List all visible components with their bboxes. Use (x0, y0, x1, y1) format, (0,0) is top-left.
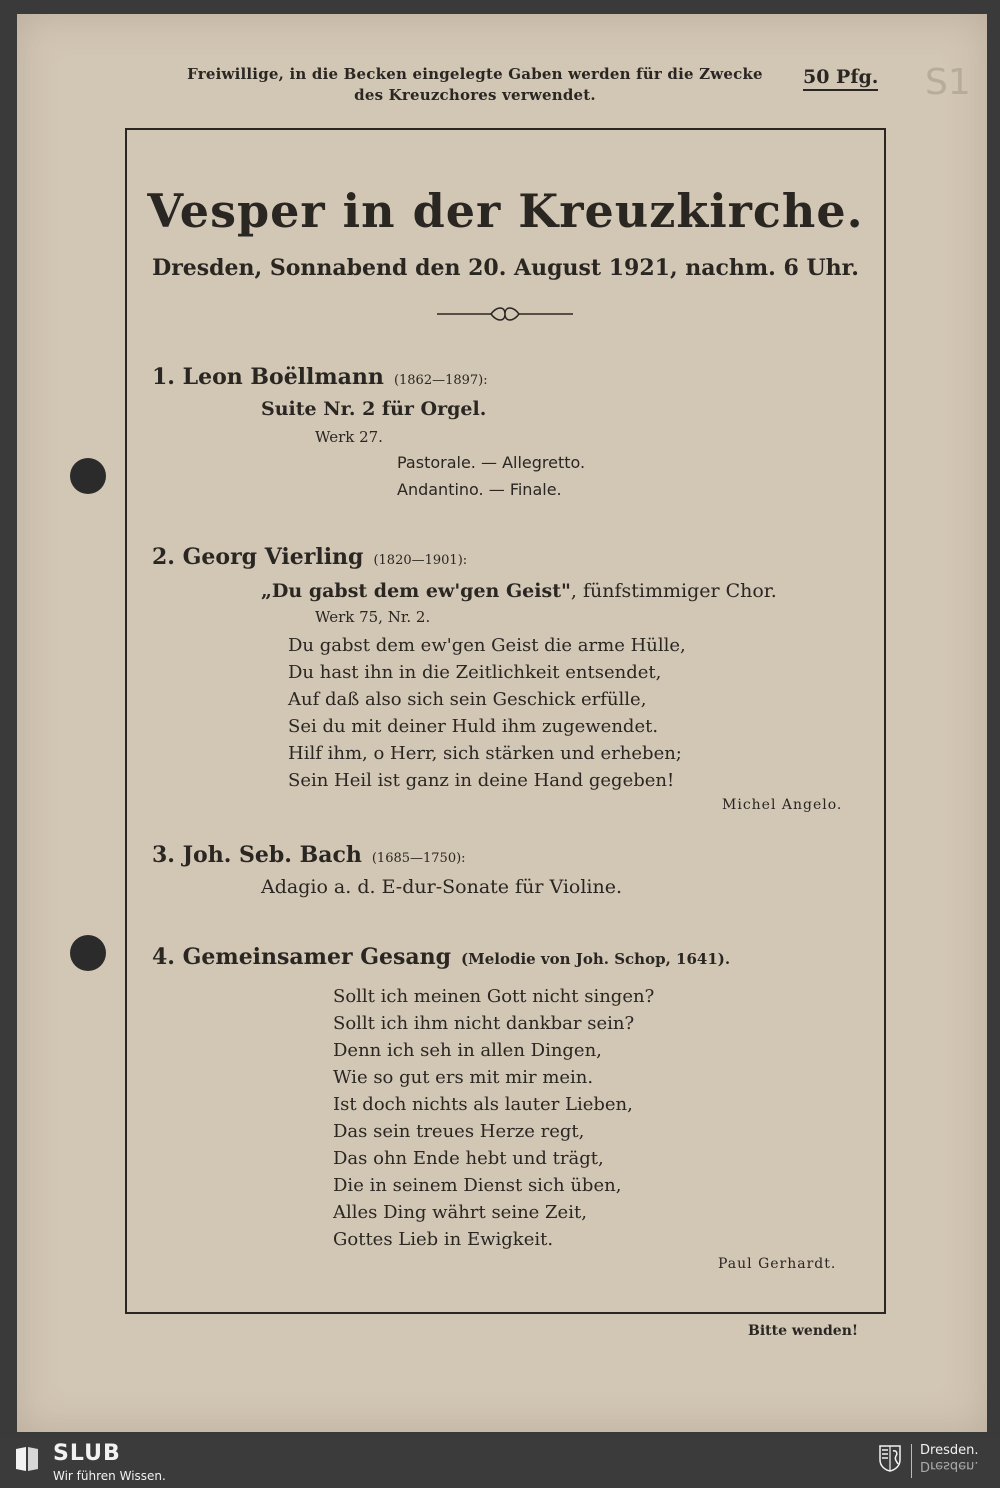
punch-hole-top (70, 458, 106, 494)
pencil-mark: S1 (925, 62, 971, 103)
slub-name[interactable]: SLUB (53, 1441, 121, 1466)
verse-line: Du gabst dem ew'gen Geist die arme Hülle, (288, 635, 686, 656)
donation-note (165, 64, 785, 106)
item-1-movement-2: Andantino. — Finale. (397, 480, 562, 499)
item-1-heading (152, 364, 488, 390)
item-2-composer: 2. Georg Vierling (152, 544, 364, 570)
verse-line: Auf daß also sich sein Geschick erfülle, (288, 689, 647, 710)
item-2-verses (288, 632, 686, 794)
verse-line: Sollt ich meinen Gott nicht singen? (333, 986, 655, 1007)
slub-book-icon (14, 1445, 40, 1473)
verse-line: Wie so gut ers mit mir mein. (333, 1067, 594, 1088)
verse-line: Alles Ding währt seine Zeit, (333, 1202, 587, 1223)
dresden-name-mirror: Dresden. (920, 1458, 979, 1473)
ornament-divider-icon (437, 304, 573, 324)
item-3-work: Adagio a. d. E-dur-Sonate für Violine. (261, 876, 623, 898)
page-title: Vesper in der Kreuzkirche. (147, 184, 864, 238)
dresden-name[interactable] (920, 1444, 978, 1472)
verse-line: Sein Heil ist ganz in deine Hand gegeben! (288, 770, 675, 791)
footer-bar (0, 1438, 1000, 1488)
item-2-work (261, 580, 777, 602)
punch-hole-bottom (70, 935, 106, 971)
verse-line: Sollt ich ihm nicht dankbar sein? (333, 1013, 635, 1034)
item-1-work: Suite Nr. 2 für Orgel. (261, 398, 487, 420)
verse-line: Die in seinem Dienst sich üben, (333, 1175, 622, 1196)
item-4-heading (152, 944, 730, 970)
verse-line: Denn ich seh in allen Dingen, (333, 1040, 602, 1061)
item-4-verses (333, 983, 654, 1253)
item-2-heading (152, 544, 467, 570)
item-2-opus: Werk 75, Nr. 2. (315, 608, 431, 626)
item-4-title: 4. Gemeinsamer Gesang (152, 944, 452, 970)
item-3-composer: 3. Joh. Seb. Bach (152, 842, 362, 868)
verse-line: Gottes Lieb in Ewigkeit. (333, 1229, 554, 1250)
item-3-years: (1685—1750): (371, 851, 466, 866)
item-2-work-rest: , fünfstimmiger Chor. (570, 580, 777, 602)
verse-line: Das ohn Ende hebt und trägt, (333, 1148, 604, 1169)
verse-line: Das sein treues Herze regt, (333, 1121, 585, 1142)
donation-note-line1: Freiwillige, in die Becken eingelegte Gaben werden für die Zwecke (187, 65, 763, 83)
slub-tagline: Wir führen Wissen. (53, 1469, 166, 1483)
item-4-author: Paul Gerhardt. (718, 1256, 837, 1272)
item-1-opus: Werk 27. (315, 428, 383, 446)
item-4-melody: (Melodie von Joh. Schop, 1641). (461, 950, 731, 968)
item-1-movement-1: Pastorale. — Allegretto. (397, 453, 586, 472)
price-label: 50 Pfg. (803, 66, 878, 91)
item-2-author: Michel Angelo. (722, 797, 843, 813)
item-1-composer: 1. Leon Boëllmann (152, 364, 384, 390)
verse-line: Ist doch nichts als lauter Lieben, (333, 1094, 633, 1115)
turn-page-note: Bitte wenden! (748, 1323, 859, 1339)
item-2-years: (1820—1901): (373, 553, 468, 568)
item-2-work-quoted: „Du gabst dem ew'gen Geist" (261, 580, 571, 602)
dresden-crest-icon (878, 1444, 902, 1472)
verse-line: Du hast ihn in die Zeitlichkeit entsendet, (288, 662, 662, 683)
footer-separator (911, 1444, 912, 1478)
page-subtitle: Dresden, Sonnabend den 20. August 1921, nachm. 6 Uhr. (152, 255, 859, 281)
donation-note-line2: des Kreuzchores verwendet. (354, 86, 596, 104)
verse-line: Hilf ihm, o Herr, sich stärken und erheben; (288, 743, 682, 764)
verse-line: Sei du mit deiner Huld ihm zugewendet. (288, 716, 659, 737)
dresden-name-text: Dresden. (920, 1443, 979, 1458)
item-1-years: (1862—1897): (393, 373, 488, 388)
item-3-heading (152, 842, 466, 868)
